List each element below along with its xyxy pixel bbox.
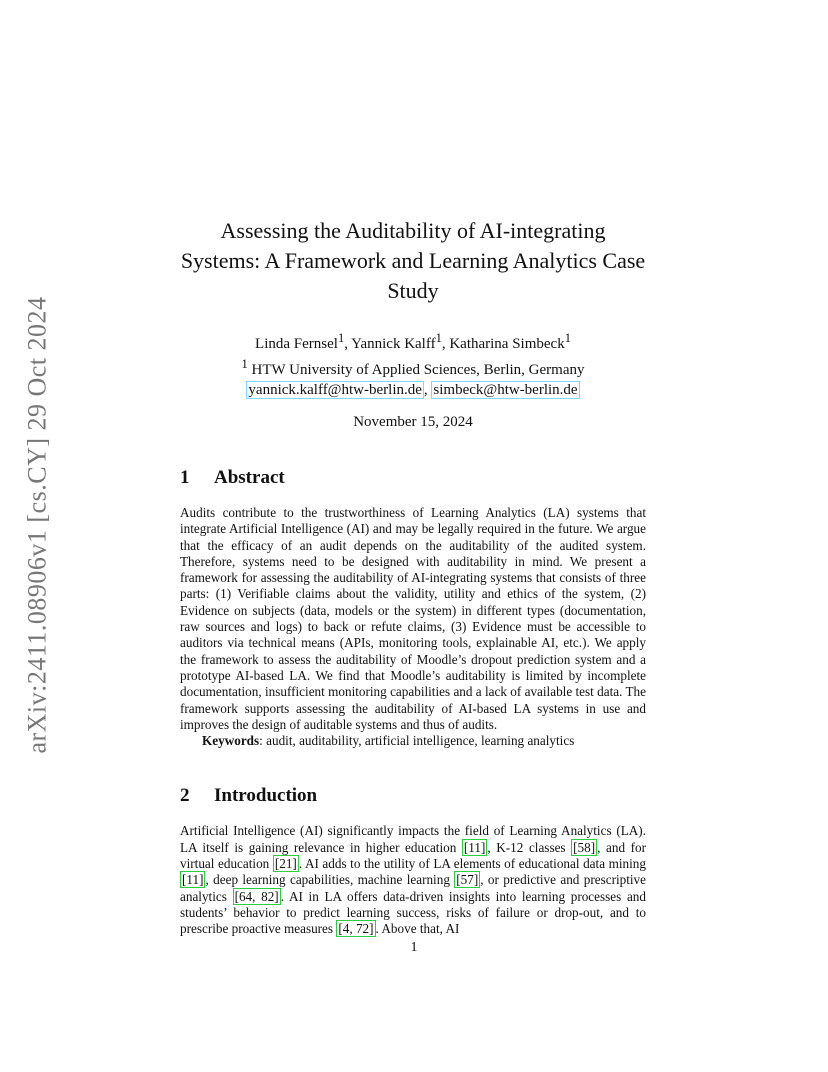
- keywords-label: Keywords: [202, 733, 260, 749]
- intro-text: . Above that, AI: [375, 921, 460, 937]
- intro-text: . AI adds to the utility of LA elements of educational data mining: [298, 856, 646, 872]
- citation-link[interactable]: [58]: [573, 839, 596, 855]
- email-link-simbeck[interactable]: simbeck@htw-berlin.de: [433, 382, 578, 398]
- paper-date: November 15, 2024: [353, 414, 473, 430]
- page-number: 1: [410, 940, 418, 955]
- paper-title: Assessing the Auditability of AI-integrating Systems: A Framework and Learning Analytics Case Study: [180, 218, 646, 303]
- author-name: , Yannick Kalff: [344, 336, 436, 352]
- keywords-text: : audit, auditability, artificial intelligence, learning analytics: [259, 733, 575, 749]
- affiliation-text: HTW University of Applied Sciences, Berlin, Germany: [247, 362, 585, 378]
- author-name: , Katharina Simbeck: [441, 336, 565, 352]
- intro-text: , and for virtual education: [180, 839, 646, 872]
- section-number: 2: [180, 785, 190, 807]
- author-affil-sup: 1: [337, 331, 345, 345]
- citation-link[interactable]: [21]: [274, 856, 297, 872]
- email-separator: ,: [423, 382, 432, 398]
- author-name: Linda Fernsel: [255, 336, 338, 352]
- abstract-text: Audits contribute to the trustworthiness of Learning Analytics (LA) systems that integrate Artificial Intelligence (AI) and may be legally required in the future. We argue that the efficacy of an audit depends on the auditability of the audited system. Therefore, systems need to be designed with auditability in mind. We present a framework for assessing the auditability of AI-integrating systems that consists of three parts: (1) Verifiable claims about the validity, utility and ethics of the system, (2) Evidence on subjects (data, models or the system) in different types (documentation, raw sources and logs) to back or refute claims, (3) Evidence must be accessible to auditors via technical means (APIs, monitoring tools, explainable AI, etc.). We apply the framework to assess the auditability of Moodle’s dropout prediction system and a prototype AI-based LA. We find that Moodle’s auditability is limited by incomplete documentation, insufficient monitoring capabilities and a lack of available test data. The framework supports assessing the auditability of AI-based LA systems in use and improves the design of auditable systems and thus of audits.: [180, 505, 646, 732]
- section-heading-introduction: [180, 785, 646, 807]
- section-title: Abstract: [214, 467, 285, 488]
- affiliation: [180, 354, 646, 380]
- arxiv-stamp: [18, 290, 58, 760]
- paper-content: [180, 216, 646, 938]
- intro-text: . AI in LA offers data-driven insights into learning processes and students’ behavior to predict learning success, risks of failure or drop-out, and to prescribe proactive measures: [180, 888, 646, 937]
- citation-link[interactable]: [11]: [182, 872, 204, 888]
- section-number: 1: [180, 467, 190, 488]
- arxiv-id: arXiv:2411.08906v1 [cs.CY] 29 Oct 2024: [23, 296, 52, 754]
- intro-text: Artificial Intelligence (AI) significantly impacts the field of Learning Analytics (LA). LA itself is gaining relevance in higher education: [180, 823, 646, 855]
- intro-paragraph: [180, 823, 646, 937]
- intro-text: , or predictive and prescriptive analytics: [180, 872, 647, 904]
- email-list: [180, 380, 646, 400]
- author-list: [180, 328, 646, 354]
- intro-text: , K-12 classes: [487, 839, 572, 855]
- keywords: [180, 733, 646, 749]
- citation-link[interactable]: [4, 72]: [338, 921, 374, 937]
- author-affil-sup: 1: [435, 331, 442, 345]
- intro-text: , deep learning capabilities, machine learning: [205, 872, 455, 888]
- author-affil-sup: 1: [564, 331, 571, 345]
- citation-link[interactable]: [57]: [456, 872, 479, 888]
- affiliation-sup: 1: [241, 357, 248, 371]
- citation-link[interactable]: [64, 82]: [234, 888, 279, 904]
- email-link-kalff[interactable]: yannick.kalff@htw-berlin.de: [248, 382, 422, 398]
- section-heading-abstract: [180, 467, 646, 489]
- citation-link[interactable]: [11]: [463, 839, 486, 855]
- section-title: Introduction: [214, 785, 318, 807]
